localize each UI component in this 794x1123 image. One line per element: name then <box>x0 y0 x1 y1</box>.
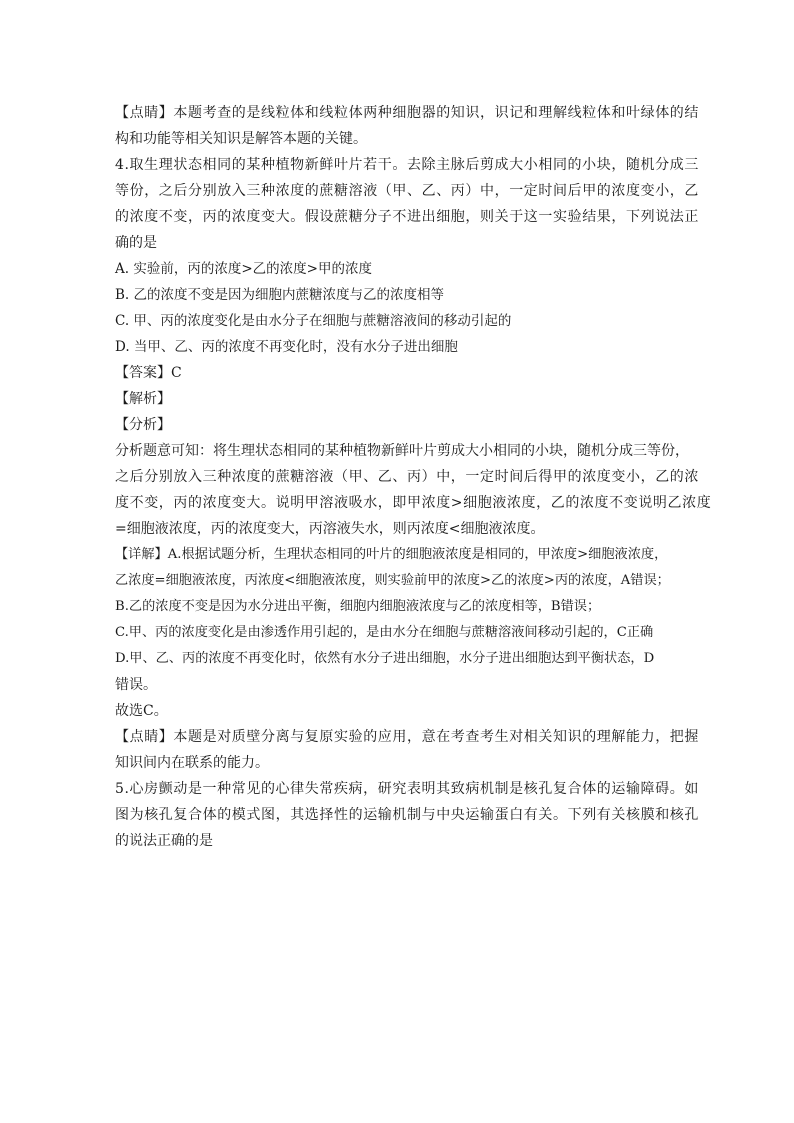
text-line: 的浓度不变，丙的浓度变大。假设蔗糖分子不进出细胞，则关于这一实验结果，下列说法正 <box>115 209 699 225</box>
section-heading: 【解析】 <box>115 391 171 407</box>
text-line: C.甲、丙的浓度变化是由渗透作用引起的，是由水分在细胞与蔗糖溶液间移动引起的，C正确 <box>115 625 654 640</box>
text-line: 4.取生理状态相同的某种植物新鲜叶片若干。去除主脉后剪成大小相同的小块，随机分成三 <box>115 157 699 173</box>
option-d: D. 当甲、乙、丙的浓度不再变化时，没有水分子进出细胞 <box>115 339 458 355</box>
text-line: 图为核孔复合体的模式图，其选择性的运输机制与中央运输蛋白有关。下列有关核膜和核孔 <box>115 807 699 823</box>
text-line: B.乙的浓度不变是因为水分进出平衡，细胞内细胞液浓度与乙的浓度相等，B错误； <box>115 599 601 614</box>
text-line: 【点睛】本题考查的是线粒体和线粒体两种细胞器的知识，识记和理解线粒体和叶绿体的结 <box>115 105 699 121</box>
text-line: 乙浓度=细胞液浓度，丙浓度<细胞液浓度，则实验前甲的浓度>乙的浓度>丙的浓度，A错误； <box>115 573 670 588</box>
text-line: 度不变，丙的浓度变大。说明甲溶液吸水，即甲浓度>细胞液浓度，乙的浓度不变说明乙浓度 <box>115 495 712 511</box>
text-line: =细胞液浓度，丙的浓度变大，丙溶液失水，则丙浓度<细胞液浓度。 <box>115 521 545 537</box>
option-c: C. 甲、丙的浓度变化是由水分子在细胞与蔗糖溶液间的移动引起的 <box>115 313 512 329</box>
text-line: 确的是 <box>115 235 157 251</box>
text-line: 分析题意可知：将生理状态相同的某种植物新鲜叶片剪成大小相同的小块，随机分成三等份， <box>115 443 689 459</box>
text-line: 5.心房颤动是一种常见的心律失常疾病，研究表明其致病机制是核孔复合体的运输障碍。如 <box>115 781 699 797</box>
option-b: B. 乙的浓度不变是因为细胞内蔗糖浓度与乙的浓度相等 <box>115 287 445 303</box>
text-line: 错误。 <box>115 677 157 693</box>
text-line: 等份，之后分别放入三种浓度的蔗糖溶液（甲、乙、丙）中，一定时间后甲的浓度变小，乙 <box>115 183 699 199</box>
document-body <box>115 100 712 854</box>
text-line: 构和功能等相关知识是解答本题的关键。 <box>115 131 367 147</box>
text-line: 故选C。 <box>115 703 168 719</box>
text-line: 【详解】A.根据试题分析，生理状态相同的叶片的细胞液浓度是相同的，甲浓度>细胞液浓度， <box>115 547 668 562</box>
text-line: 的说法正确的是 <box>115 833 213 849</box>
text-line: 【点睛】本题是对质壁分离与复原实验的应用，意在考查考生对相关知识的理解能力，把握 <box>115 729 699 745</box>
text-line: 知识间内在联系的能力。 <box>115 755 269 771</box>
section-heading: 【分析】 <box>115 417 171 433</box>
text-line: 之后分别放入三种浓度的蔗糖溶液（甲、乙、丙）中，一定时间后得甲的浓度变小，乙的浓 <box>115 469 699 485</box>
answer-line: 【答案】C <box>115 365 182 381</box>
text-line: D.甲、乙、丙的浓度不再变化时，依然有水分子进出细胞，水分子进出细胞达到平衡状态，D <box>115 651 655 666</box>
option-a: A. 实验前，丙的浓度>乙的浓度>甲的浓度 <box>115 261 372 277</box>
